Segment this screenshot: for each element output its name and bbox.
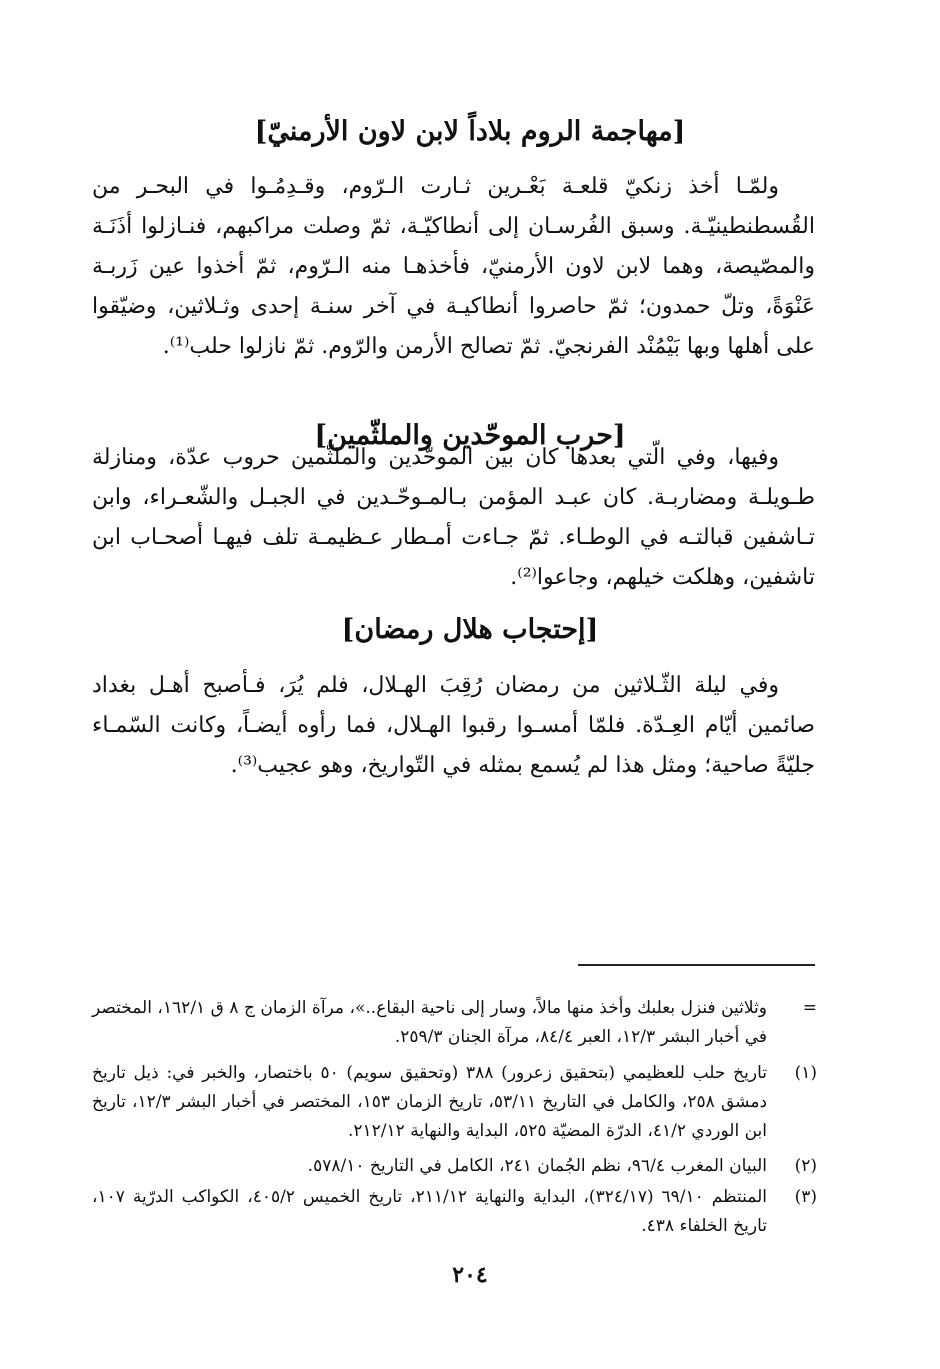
paragraph-almohad-war: وفيها، وفي الّتي بعدها كان بين الموحّدين والملثّمين حروب عدّة، ومنازلة طـويلـة ومضاربـة. كان عبـد المؤمن بـالمـوحّـدين في الجبـل والشّعـراء، وابن تـاشفين قبالتـه في الوطـاء. ثمّ جـاءت أمـطار عـظيمـة تلف فيهـا أصحـاب ابن تاشفين، وهلكت خيلهم، وجاعوا⁽²⁾. xyxy=(92,445,815,590)
paragraph-byzantine-attack: ولمّـا أخذ زنكيّ قلعـة بَعْـرين ثـارت الـرّوم، وقـدِمُـوا في البحـر من القُسطنطينيّـة. وسبق الفُرسـان إلى أنطاكيّـة، ثمّ وصلت مراكبهم، فنـازلوا أذَنَـة والمصّيصة، وهما لابن لاون الأرمنيّ، فأخذهـا منه الـرّوم، ثمّ أخذوا عين زَربـة عَنْوَةً، وتلّ حمدون؛ ثمّ حاصروا أنطاكيـة في آخر سنـة إحدى وثـلاثين، وضيّقوا على أهلها وبها بَيْمُنْد الفرنجيّ. ثمّ تصالح الأرمن والرّوم. ثمّ نازلوا حلب⁽¹⁾. xyxy=(92,174,815,359)
footnote-3 xyxy=(92,1183,815,1241)
paragraph-ramadan-moon: وفي ليلة الثّـلاثين من رمضان رُقِبَ الهـلال، فلم يُرَ، فـأصبح أهـل بغداد صائمين أيّام العِـدّة. فلمّا أمسـوا رقبوا الهـلال، فما رأوه أيضـاً، وكانت السّمـاء جليّةً صاحية؛ ومثل هذا لم يُسمع بمثله في التّواريخ، وهو عجيب⁽³⁾. xyxy=(92,673,815,778)
section-heading-ramadan-moon: [إحتجاب هلال رمضان] xyxy=(341,614,599,645)
footnote-text: البيان المغرب ٩٦/٤، نظم الجُمان ٢٤١، الكامل في التاريخ ٥٧٨/١٠. xyxy=(307,1156,767,1176)
footnote-2 xyxy=(92,1152,815,1181)
footnote-1 xyxy=(92,1059,815,1146)
page-number: ٢٠٤ xyxy=(452,1262,488,1288)
footnote-marker: (٣) xyxy=(794,1187,817,1207)
footnote-divider xyxy=(578,964,815,966)
footnote-continuation xyxy=(92,994,815,1052)
footnote-text: تاريخ حلب للعظيمي (بتحقيق زعرور) ٣٨٨ (وتحقيق سويم) ٥٠ باختصار، والخبر في: ذيل تاريخ دمشق ٢٥٨، والكامل في التاريخ ٥٣/١١، تاريخ الزمان ١٥٣، المختصر في أخبار البشر ١٢/٣، تاريخ ابن الوردي ٤١/٢، الدرّة المضيّة ٥٢٥، البداية والنهاية ٢١٢/١٢. xyxy=(92,1063,768,1141)
footnote-marker: = xyxy=(802,998,817,1018)
footnote-marker: (١) xyxy=(794,1063,817,1083)
footnote-text: وثلاثين فنزل بعلبك وأخذ منها مالاً، وسار إلى ناحية البقاع..»، مرآة الزمان ج ٨ ق ١٦٢/١، المختصر في أخبار البشر ١٢/٣، العبر ٨٤/٤، مرآة الجنان ٢٥٩/٣. xyxy=(92,998,767,1047)
footnote-marker: (٢) xyxy=(794,1156,817,1176)
footnote-text: المنتظم ٦٩/١٠ (٣٢٤/١٧)، البداية والنهاية ٢١١/١٢، تاريخ الخميس ٤٠٥/٢، الكواكب الدرّية ١٠٧، تاريخ الخلفاء ٤٣٨. xyxy=(92,1187,767,1236)
section-heading-byzantine-attack: [مهاجمة الروم بلاداً لابن لاون الأرمنيّ] xyxy=(254,116,686,147)
section-heading-almohad-war: [حرب الموحّدين والملثّمين] xyxy=(314,420,626,451)
